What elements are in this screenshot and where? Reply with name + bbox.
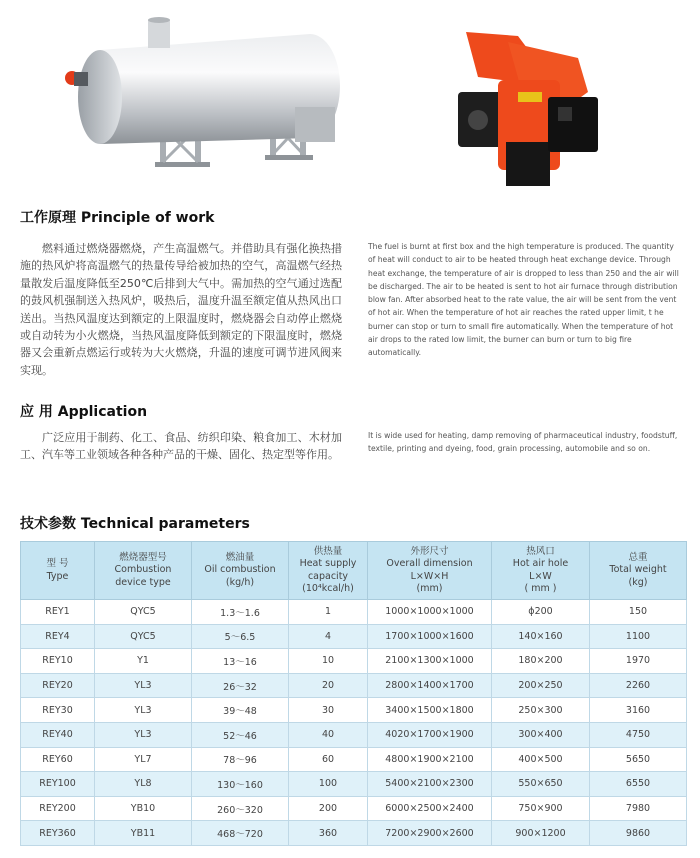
cell-heat: 10 [289, 649, 368, 674]
cell-type: REY20 [21, 673, 95, 698]
principle-title: 工作原理 Principle of work [20, 210, 215, 226]
table-row [21, 722, 687, 747]
cell-device: YL8 [95, 772, 192, 797]
table-row [21, 600, 687, 625]
table-row [21, 772, 687, 797]
cell-heat: 1 [289, 600, 368, 625]
cell-hole: 200×250 [492, 673, 590, 698]
header-heat-supply: 供热量 Heat supply capacity (10⁴kcal/h) [289, 542, 368, 600]
cell-weight: 9860 [590, 821, 687, 846]
cell-hole: ϕ200 [492, 600, 590, 625]
cell-hole: 180×200 [492, 649, 590, 674]
cell-weight: 5650 [590, 747, 687, 772]
table-row [21, 649, 687, 674]
cell-type: REY4 [21, 624, 95, 649]
cell-oil: 39～48 [192, 698, 289, 723]
cell-type: REY10 [21, 649, 95, 674]
cell-dimension: 4020×1700×1900 [368, 722, 492, 747]
principle-text-en: The fuel is burnt at first box and the high temperature is produced. The quantity of heat will conduct to air to be heated through heat exchange device. Through heat exchange, the temperature of air is dropped to less than 250 and the air will be discharged. The air to be heated is sent to hot air furnace through distribution blow fan. After absorbed heat to the rate value, the air will be sent from the vent of hot air. When the temperature of hot air reaches the rated upper limit, t he burner can stop or turn to small fire automatically. When the temperature of hot air drops to the rated low limit, the burner can burn or turn to big fire automatically. [368, 242, 679, 358]
cell-weight: 1970 [590, 649, 687, 674]
table-row [21, 796, 687, 821]
cell-device: QYC5 [95, 600, 192, 625]
table-row [21, 624, 687, 649]
principle-text-cn: 燃料通过燃烧器燃烧，产生高温燃气。并借助具有强化换热措施的热风炉将高温燃气的热量传导给被加热的空气，高温燃气经热量散发后温度降低至250℃后排到大气中。需加热的空气通过选配的鼓风机强制送入热风炉，吸热后，温度升温至额定值从热风出口送出。当热风温度达到额定的上限温度时，燃烧器会自动停止燃烧或自动转为小火燃烧，当热风温度降低到额定的下限温度时，燃烧器又会重新点燃运行或转为大火燃烧，升温的速度可调节进风阀来实现。 [20, 242, 342, 377]
cell-oil: 26～32 [192, 673, 289, 698]
cell-dimension: 4800×1900×2100 [368, 747, 492, 772]
cell-dimension: 5400×2100×2300 [368, 772, 492, 797]
cell-weight: 6550 [590, 772, 687, 797]
cell-dimension: 1000×1000×1000 [368, 600, 492, 625]
cell-hole: 250×300 [492, 698, 590, 723]
hot-air-furnace-image [60, 12, 370, 177]
table-header-row [21, 542, 687, 600]
cell-type: REY100 [21, 772, 95, 797]
cell-oil: 260～320 [192, 796, 289, 821]
technical-title: 技术参数 Technical parameters [20, 516, 250, 532]
header-oil-combustion: 燃油量 Oil combustion (kg/h) [192, 542, 289, 600]
cell-weight: 2260 [590, 673, 687, 698]
header-combustion-device: 燃烧器型号 Combustion device type [95, 542, 192, 600]
header-hot-air-hole: 热风口 Hot air hole L×W ( mm ) [492, 542, 590, 600]
cell-device: YB10 [95, 796, 192, 821]
table-row [21, 673, 687, 698]
cell-heat: 60 [289, 747, 368, 772]
table-row [21, 698, 687, 723]
cell-dimension: 7200×2900×2600 [368, 821, 492, 846]
cell-device: YL3 [95, 722, 192, 747]
cell-oil: 1.3～1.6 [192, 600, 289, 625]
cell-weight: 3160 [590, 698, 687, 723]
cell-oil: 5～6.5 [192, 624, 289, 649]
cell-type: REY1 [21, 600, 95, 625]
table-row [21, 821, 687, 846]
application-title: 应 用 Application [20, 404, 148, 420]
cell-hole: 300×400 [492, 722, 590, 747]
cell-oil: 78～96 [192, 747, 289, 772]
cell-device: YL7 [95, 747, 192, 772]
cell-hole: 400×500 [492, 747, 590, 772]
cell-hole: 550×650 [492, 772, 590, 797]
cell-type: REY40 [21, 722, 95, 747]
burner-image [448, 22, 608, 190]
technical-parameters-table [20, 541, 687, 846]
cell-weight: 7980 [590, 796, 687, 821]
cell-weight: 150 [590, 600, 687, 625]
cell-heat: 30 [289, 698, 368, 723]
cell-dimension: 3400×1500×1800 [368, 698, 492, 723]
cell-oil: 468～720 [192, 821, 289, 846]
cell-type: REY60 [21, 747, 95, 772]
cell-heat: 100 [289, 772, 368, 797]
application-text-cn: 广泛应用于制药、化工、食品、纺织印染、粮食加工、木材加工、汽车等工业领域各种各种产品的干燥、固化、热定型等作用。 [20, 431, 342, 462]
cell-hole: 140×160 [492, 624, 590, 649]
cell-heat: 360 [289, 821, 368, 846]
cell-device: Y1 [95, 649, 192, 674]
cell-oil: 13～16 [192, 649, 289, 674]
cell-weight: 1100 [590, 624, 687, 649]
cell-dimension: 2800×1400×1700 [368, 673, 492, 698]
cell-device: YB11 [95, 821, 192, 846]
cell-weight: 4750 [590, 722, 687, 747]
table-row [21, 747, 687, 772]
header-overall-dimension: 外形尺寸 Overall dimension L×W×H (mm) [368, 542, 492, 600]
cell-device: YL3 [95, 698, 192, 723]
cell-device: YL3 [95, 673, 192, 698]
cell-dimension: 6000×2500×2400 [368, 796, 492, 821]
cell-device: QYC5 [95, 624, 192, 649]
cell-oil: 130～160 [192, 772, 289, 797]
header-type: 型 号 Type [21, 542, 95, 600]
cell-heat: 20 [289, 673, 368, 698]
cell-type: REY30 [21, 698, 95, 723]
cell-type: REY360 [21, 821, 95, 846]
cell-hole: 750×900 [492, 796, 590, 821]
header-total-weight: 总重 Total weight (kg) [590, 542, 687, 600]
cell-type: REY200 [21, 796, 95, 821]
cell-heat: 40 [289, 722, 368, 747]
cell-dimension: 1700×1000×1600 [368, 624, 492, 649]
cell-heat: 4 [289, 624, 368, 649]
cell-hole: 900×1200 [492, 821, 590, 846]
cell-oil: 52～46 [192, 722, 289, 747]
application-text-en: It is wide used for heating, damp removing of pharmaceutical industry, foodstuff, textile, printing and dyeing, food, grain processing, automobile and so on. [368, 431, 678, 454]
cell-heat: 200 [289, 796, 368, 821]
cell-dimension: 2100×1300×1000 [368, 649, 492, 674]
